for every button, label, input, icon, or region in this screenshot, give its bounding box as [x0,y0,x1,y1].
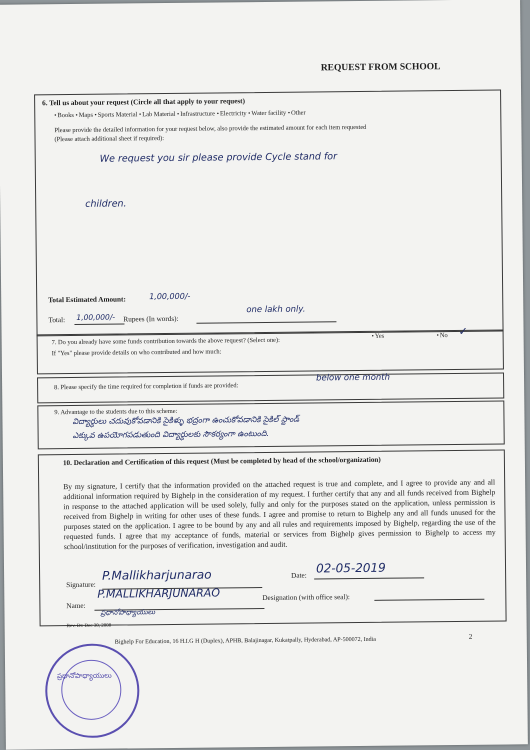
name-value[interactable]: P.MALLIKHARJUNARAO [97,586,221,601]
option-electricity[interactable]: • Electricity [217,110,247,117]
q6-heading-note: (Circle all that apply to your request) [130,97,245,107]
q6-heading-text: 6. Tell us about your request [42,98,129,108]
name-label: Name: [66,601,86,611]
q8-answer[interactable]: below one month [315,372,391,384]
option-other[interactable]: • Other [288,110,306,117]
footer-address: Bighelp For Education, 16 H.I.G H (Duplex), APHB, Balajinagar, Kukatpally, Hyderabad, AP-500072, India [114,636,376,646]
rupees-label: Rupees (In words): [123,314,179,324]
date-value[interactable]: 02-05-2019 [315,560,386,576]
option-sports-material[interactable]: • Sports Material [95,111,138,118]
form-title: REQUEST FROM SCHOOL [320,62,441,74]
declaration-text: By my signature, I certify that the information provided on the attached request is true and complete, and I agree to provide any and all additional information required by Bighelp in the consideration of my request. I further certify that any and all funds received from Bighelp in response to the attached application will be used solely, fully and only for the purposes stated on the application, unless permission is received from Bighelp in writing for other uses of these funds. I agree and promise to return to Bighelp any and all funds unused for the purposes stated on the application. I agree to be bound by any and all rules and requirements imposed by Bighelp, regarding the use of the requested funds. I agree that my acceptance of funds, material or services from Bighelp gives permission to Bighelp to access my school/institution for the purposes of verification, investigation and audit. [63,477,496,552]
q6-answer-line-2[interactable]: children. [85,198,127,210]
total-estimated-label: Total Estimated Amount: [48,295,126,305]
q6-instruction-1: Please provide the detailed information for your request below, also provide the estimated amount for each item requested [54,123,367,135]
date-label: Date: [291,571,307,580]
total-label: Total: [48,316,66,325]
signature-value[interactable]: P.Mallikharjunarao [102,567,212,583]
office-seal-stamp [45,643,140,738]
q7-question: 7. Do you already have some funds contribution towards the above request? (Select one): [51,336,280,347]
q7-no-option[interactable]: • No [437,332,448,339]
option-lab-material[interactable]: • Lab Material [139,111,176,118]
q8-question: 8. Please specify the time required for completion if funds are provided: [54,382,239,392]
q7-no-checkmark: ✓ [458,324,468,338]
q9-answer-line-1[interactable]: విద్యార్థులు చదువుకోవడానికి సైకిళ్ళు భద్రంగా ఉంచుకోవడానికి సైకిల్ స్టాండ్ [72,414,300,426]
option-infrastructure[interactable]: • Infrastructure [177,110,215,117]
rupees-value[interactable]: one lakh only. [246,304,306,316]
option-books[interactable]: • Books [54,112,74,119]
option-water-facility[interactable]: • Water facility [248,110,286,117]
option-maps[interactable]: • Maps [75,112,93,119]
total-estimated-value[interactable]: 1,00,000/- [149,291,191,302]
revision-date: Rev. Dt: Dec 30, 2008 [66,623,112,630]
designation-label: Designation (with office seal): [262,593,350,603]
designation-seal-text: ప్రధానోపాధ్యాయులు [100,608,156,617]
page-number: 2 [468,632,473,641]
total-value[interactable]: 1,00,000/- [76,312,116,322]
office-seal-text: ప్రధానోపాధ్యాయులు [57,671,112,681]
q10-heading: 10. Declaration and Certification of this request (Must be completed by head of the school/organization) [62,455,381,468]
q7-yes-option[interactable]: • Yes [372,333,385,340]
q9-question: 9. Advantage to the students due to this scheme: [54,407,178,417]
q9-answer-line-2[interactable]: ఎక్కువ ఉపయోగపడుతుంది విద్యార్థులకు సౌకర్యంగా ఉంటుంది. [72,428,270,440]
q7-followup: If "Yes" please provide details on who contributed and how much: [51,348,222,358]
q6-instruction-2: (Please attach additional sheet if required): [54,135,165,144]
q6-answer-line-1[interactable]: We request you sir please provide Cycle stand for [99,151,338,165]
signature-label: Signature: [66,580,96,590]
